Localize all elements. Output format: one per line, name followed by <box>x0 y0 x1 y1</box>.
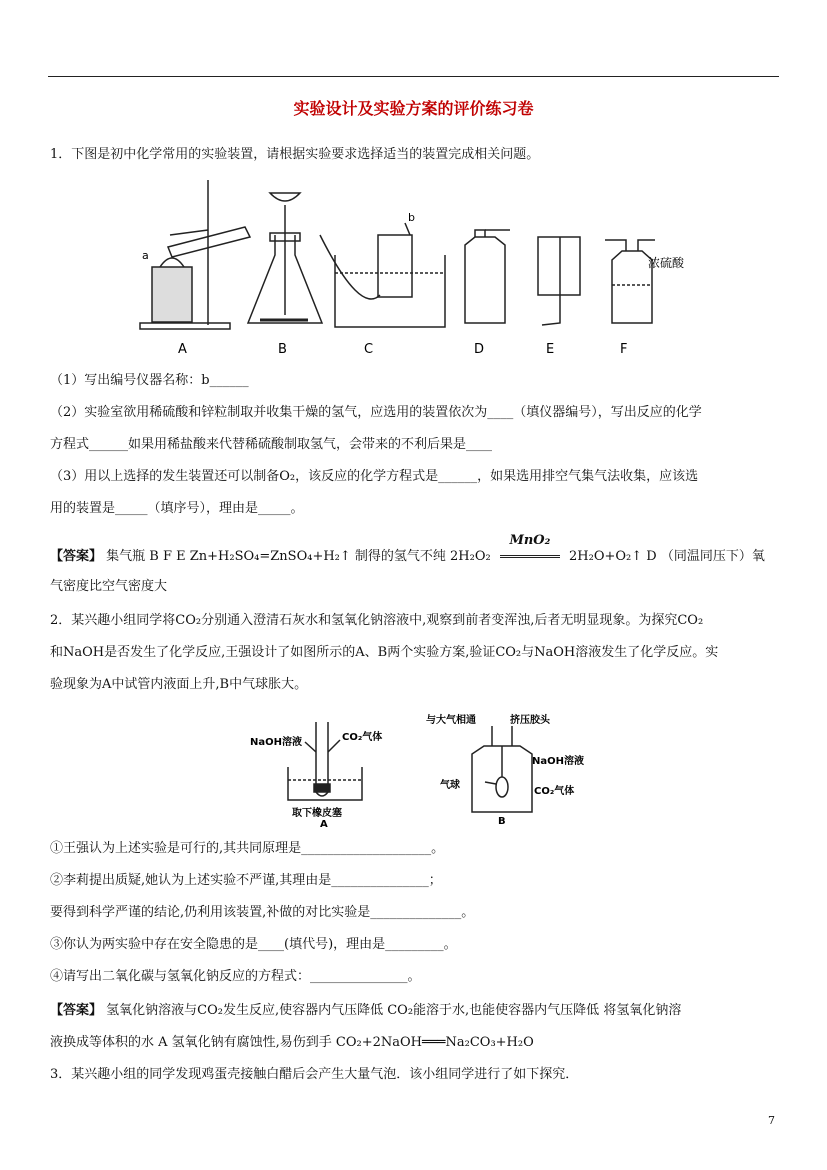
answer-label: 【答案】 <box>50 549 103 564</box>
q2-answer-part1: 氢氧化钠溶液与CO₂发生反应,使容器内气压降低 CO₂能溶于水,也能使容器内气压降低 将氢氧化钠溶 <box>106 1003 682 1018</box>
answer-label: 【答案】 <box>50 1003 103 1018</box>
fig-b-label: B <box>498 816 506 827</box>
fig-b-balloon-label: 气球 <box>440 780 460 791</box>
apparatus-label-e: E <box>546 342 555 357</box>
apparatus-label-f: F <box>620 342 628 357</box>
q1-answer-part1: 集气瓶 B F E Zn+H₂SO₄=ZnSO₄+H₂↑ 制得的氢气不纯 2H₂O₂ <box>106 549 491 564</box>
q2-stem-line2: 和NaOH是否发生了化学反应,王强设计了如图所示的A、B两个实验方案,验证CO₂与NaOH溶液发生了化学反应。实 <box>50 645 719 660</box>
q2-sub3: ③你认为两实验中存在安全隐患的是____(填代号)，理由是_________。 <box>50 937 457 952</box>
figure-label-a: a <box>142 249 149 262</box>
q2-sub2b: 要得到科学严谨的结论,仍利用该装置,补做的对比实验是______________。 <box>50 905 475 920</box>
catalyst-label: MnO₂ <box>509 533 551 548</box>
q1-sub1: （1）写出编号仪器名称：b______ <box>50 373 249 388</box>
fig-b-air-label: 与大气相通 <box>426 715 476 726</box>
page-number: 7 <box>768 1114 775 1127</box>
fig-b-naoh-label: NaOH溶液 <box>532 756 584 767</box>
figure-label-b: b <box>408 211 415 224</box>
q2-sub4: ④请写出二氧化碳与氢氧化钠反应的方程式：_______________。 <box>50 969 421 984</box>
fig-a-label: A <box>320 819 328 827</box>
q2-stem-line3: 验现象为A中试管内液面上升,B中气球胀大。 <box>50 677 308 692</box>
q1-sub3-line2: 用的装置是_____（填序号），理由是_____。 <box>50 501 304 516</box>
q2-stem-line1: 2．某兴趣小组同学将CO₂分别通入澄清石灰水和氢氧化钠溶液中,观察到前者变浑浊,后者无明显现象。为探究CO₂ <box>50 613 704 628</box>
q2-experiment-figure <box>250 712 600 827</box>
fig-b-co2-label: CO₂气体 <box>534 786 575 797</box>
q1-answer-line2: 气密度比空气密度大 <box>50 579 168 594</box>
fig-a-caption: 取下橡皮塞 <box>292 808 342 819</box>
apparatus-label-b: B <box>278 342 287 357</box>
apparatus-label-d: D <box>474 342 485 357</box>
header-rule <box>48 76 779 77</box>
q1-apparatus-figure <box>130 175 690 360</box>
q1-sub2-line2: 方程式______如果用稀盐酸来代替稀硫酸制取氢气，会带来的不利后果是____ <box>50 437 493 452</box>
figure-label-conc-h2so4: 浓硫酸 <box>648 256 685 270</box>
apparatus-label-c: C <box>364 342 374 357</box>
q1-answer-part2: 2H₂O+O₂↑ D （同温同压下）氧 <box>569 549 765 564</box>
apparatus-label-a: A <box>178 342 187 357</box>
q2-answer-line2: 液换成等体积的水 A 氢氧化钠有腐蚀性,易伤到手 CO₂+2NaOH═══Na₂CO₃+H₂O <box>50 1035 534 1050</box>
q2-sub1: ①王强认为上述实验是可行的,其共同原理是____________________。 <box>50 841 445 856</box>
fig-a-co2-label: CO₂气体 <box>342 732 383 743</box>
catalyst-arrow <box>495 533 565 566</box>
q2-answer-line1 <box>50 1002 681 1020</box>
q3-stem: 3．某兴趣小组的同学发现鸡蛋壳接触白醋后会产生大量气泡．该小组同学进行了如下探究． <box>50 1067 579 1082</box>
page-title: 实验设计及实验方案的评价练习卷 <box>293 99 534 118</box>
q2-sub2: ②李莉提出质疑,她认为上述实验不严谨,其理由是_______________； <box>50 873 442 888</box>
q1-sub2-line1: （2）实验室欲用稀硫酸和锌粒制取并收集干燥的氢气，应选用的装置依次为____（填仪器编号），写出反应的化学 <box>50 405 702 420</box>
q1-sub3-line1: （3）用以上选择的发生装置还可以制备O₂，该反应的化学方程式是______，如果选用排空气集气法收集，应该选 <box>50 469 699 484</box>
q1-answer-line1 <box>50 533 765 566</box>
fig-b-dropper-label: 挤压胶头 <box>510 715 550 726</box>
fig-a-naoh-label: NaOH溶液 <box>250 737 302 748</box>
q1-stem: 1．下图是初中化学常用的实验装置，请根据实验要求选择适当的装置完成相关问题。 <box>50 147 540 162</box>
